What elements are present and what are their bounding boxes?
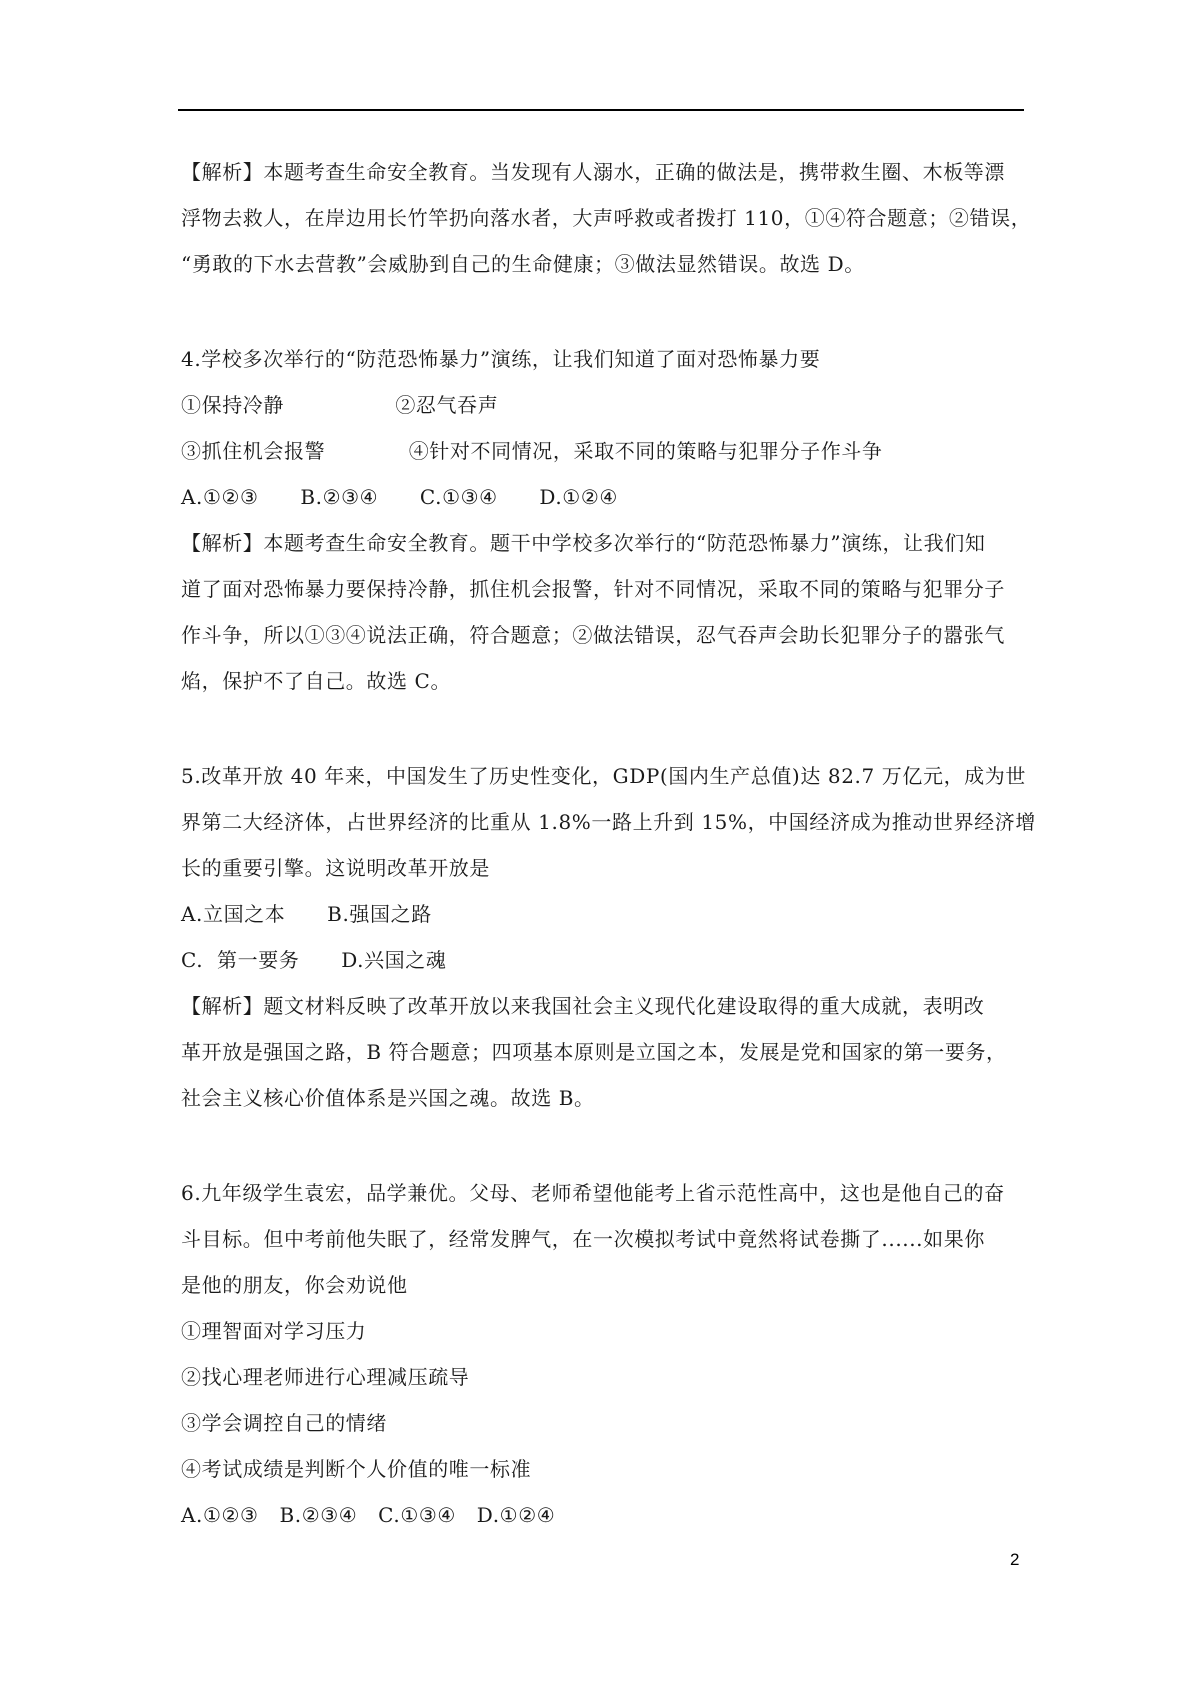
text-line: 【解析】题文材料反映了改革开放以来我国社会主义现代化建设取得的重大成就，表明改 [181, 994, 985, 1018]
text-line: 4.学校多次举行的“防范恐怖暴力”演练，让我们知道了面对恐怖暴力要 [181, 347, 821, 371]
text-line: 【解析】本题考查生命安全教育。当发现有人溺水，正确的做法是，携带救生圈、木板等漂 [181, 160, 1005, 184]
text-line: 道了面对恐怖暴力要保持冷静，抓住机会报警，针对不同情况，采取不同的策略与犯罪分子 [181, 577, 1005, 601]
page-number: 2 [1010, 1550, 1020, 1569]
text-line: 是他的朋友，你会劝说他 [181, 1273, 408, 1297]
text-line: “勇敢的下水去营教”会威胁到自己的生命健康；③做法显然错误。故选 D。 [181, 252, 865, 276]
text-line: A.①②③ B.②③④ C.①③④ D.①②④ [181, 485, 618, 509]
text-line: 5.改革开放 40 年来，中国发生了历史性变化，GDP(国内生产总值)达 82.7 万亿元，成为世 [181, 764, 1026, 788]
text-line: 长的重要引擎。这说明改革开放是 [181, 856, 490, 880]
text-line: 作斗争，所以①③④说法正确，符合题意；②做法错误，忍气吞声会助长犯罪分子的嚣张气 [181, 623, 1005, 647]
text-line: 革开放是强国之路，B 符合题意；四项基本原则是立国之本，发展是党和国家的第一要务， [181, 1040, 1007, 1064]
text-line: ③抓住机会报警 ④针对不同情况，采取不同的策略与犯罪分子作斗争 [181, 439, 883, 463]
text-line: ①保持冷静 ②忍气吞声 [181, 393, 499, 417]
text-line: ④考试成绩是判断个人价值的唯一标准 [181, 1457, 532, 1481]
text-line: 焰，保护不了自己。故选 C。 [181, 669, 452, 693]
text-line: A.①②③ B.②③④ C.①③④ D.①②④ [181, 1503, 556, 1527]
text-line: ②找心理老师进行心理减压疏导 [181, 1365, 470, 1389]
text-line: 斗目标。但中考前他失眠了，经常发脾气，在一次模拟考试中竟然将试卷撕了......如果你 [181, 1227, 985, 1251]
text-line: A.立国之本 B.强国之路 [181, 902, 432, 926]
text-line: 浮物去救人，在岸边用长竹竿扔向落水者，大声呼救或者拨打 110，①④符合题意；②错误， [181, 206, 1032, 230]
text-line: 6.九年级学生袁宏，品学兼优。父母、老师希望他能考上省示范性高中，这也是他自己的奋 [181, 1181, 1005, 1205]
header-rule [178, 109, 1024, 111]
text-line: 界第二大经济体，占世界经济的比重从 1.8%一路上升到 15%，中国经济成为推动世界经济增 [181, 810, 1036, 834]
text-line: 【解析】本题考查生命安全教育。题干中学校多次举行的“防范恐怖暴力”演练，让我们知 [181, 531, 986, 555]
text-line: ①理智面对学习压力 [181, 1319, 367, 1343]
text-line: ③学会调控自己的情绪 [181, 1411, 387, 1435]
text-line: 社会主义核心价值体系是兴国之魂。故选 B。 [181, 1086, 595, 1110]
text-line: C. 第一要务 D.兴国之魂 [181, 948, 447, 972]
